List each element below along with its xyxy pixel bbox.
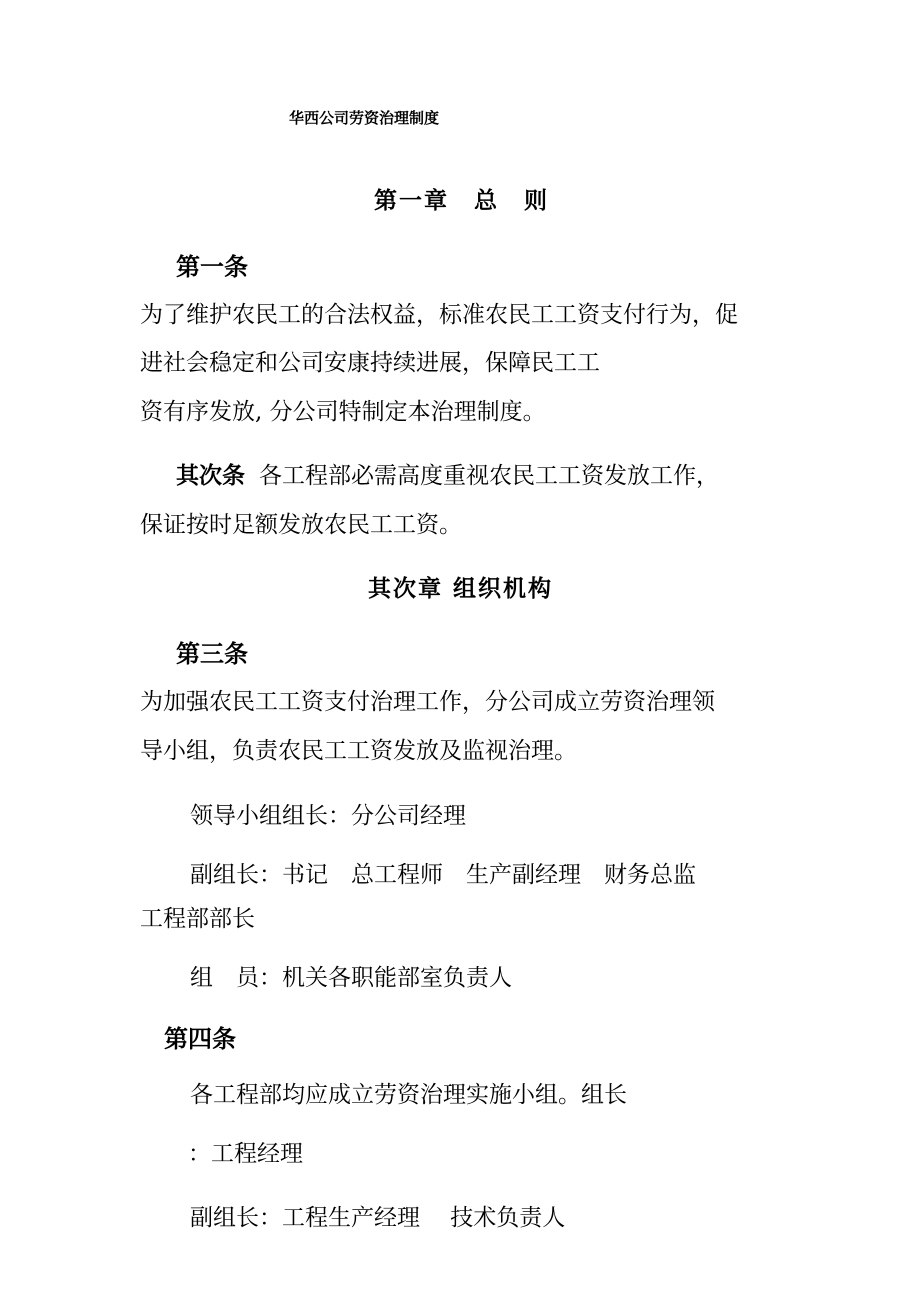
article-1-heading: 第一条 (176, 253, 248, 281)
article-4-heading: 第四条 (164, 1025, 236, 1053)
chapter-1-heading: 第一章 总 则 (374, 188, 549, 214)
article-3-line-2: 导小组，负责农民工工资发放及监视治理。 (140, 738, 577, 764)
article-1-line-2: 进社会稳定和公司安康持续进展，保障民工工 (140, 350, 600, 376)
article-3-line-5: 工程部部长 (140, 906, 255, 932)
article-2-line-2: 保证按时足额发放农民工工资。 (140, 512, 462, 538)
article-4-line-3: 副组长：工程生产经理 技术负责人 (190, 1205, 566, 1231)
article-3-heading: 第三条 (176, 640, 248, 668)
article-1-line-1: 为了维护农民工的合法权益，标准农民工工资支付行为，促 (140, 302, 738, 328)
chapter-2-heading: 其次章 组织机构 (368, 576, 554, 602)
article-4-line-2: ：工程经理 (188, 1141, 303, 1167)
document-title: 华西公司劳资治理制度 (289, 109, 440, 127)
article-1-line-3: 资有序发放, 分公司特制定本治理制度。 (140, 399, 546, 425)
article-3-line-6: 组 员：机关各职能部室负责人 (190, 965, 512, 991)
article-2-text: 各工程部必需高度重视农民工工资发放工作， (259, 463, 719, 489)
article-4-line-1: 各工程部均应成立劳资治理实施小组。组长 (190, 1082, 627, 1108)
article-3-line-1: 为加强农民工工资支付治理工作，分公司成立劳资治理领 (140, 689, 715, 715)
article-3-line-3: 领导小组组长：分公司经理 (190, 803, 466, 829)
article-2-heading: 其次条 (176, 463, 245, 489)
article-2-line-1 (176, 465, 719, 488)
article-3-line-4: 副组长：书记 总工程师 生产副经理 财务总监 (190, 862, 696, 888)
